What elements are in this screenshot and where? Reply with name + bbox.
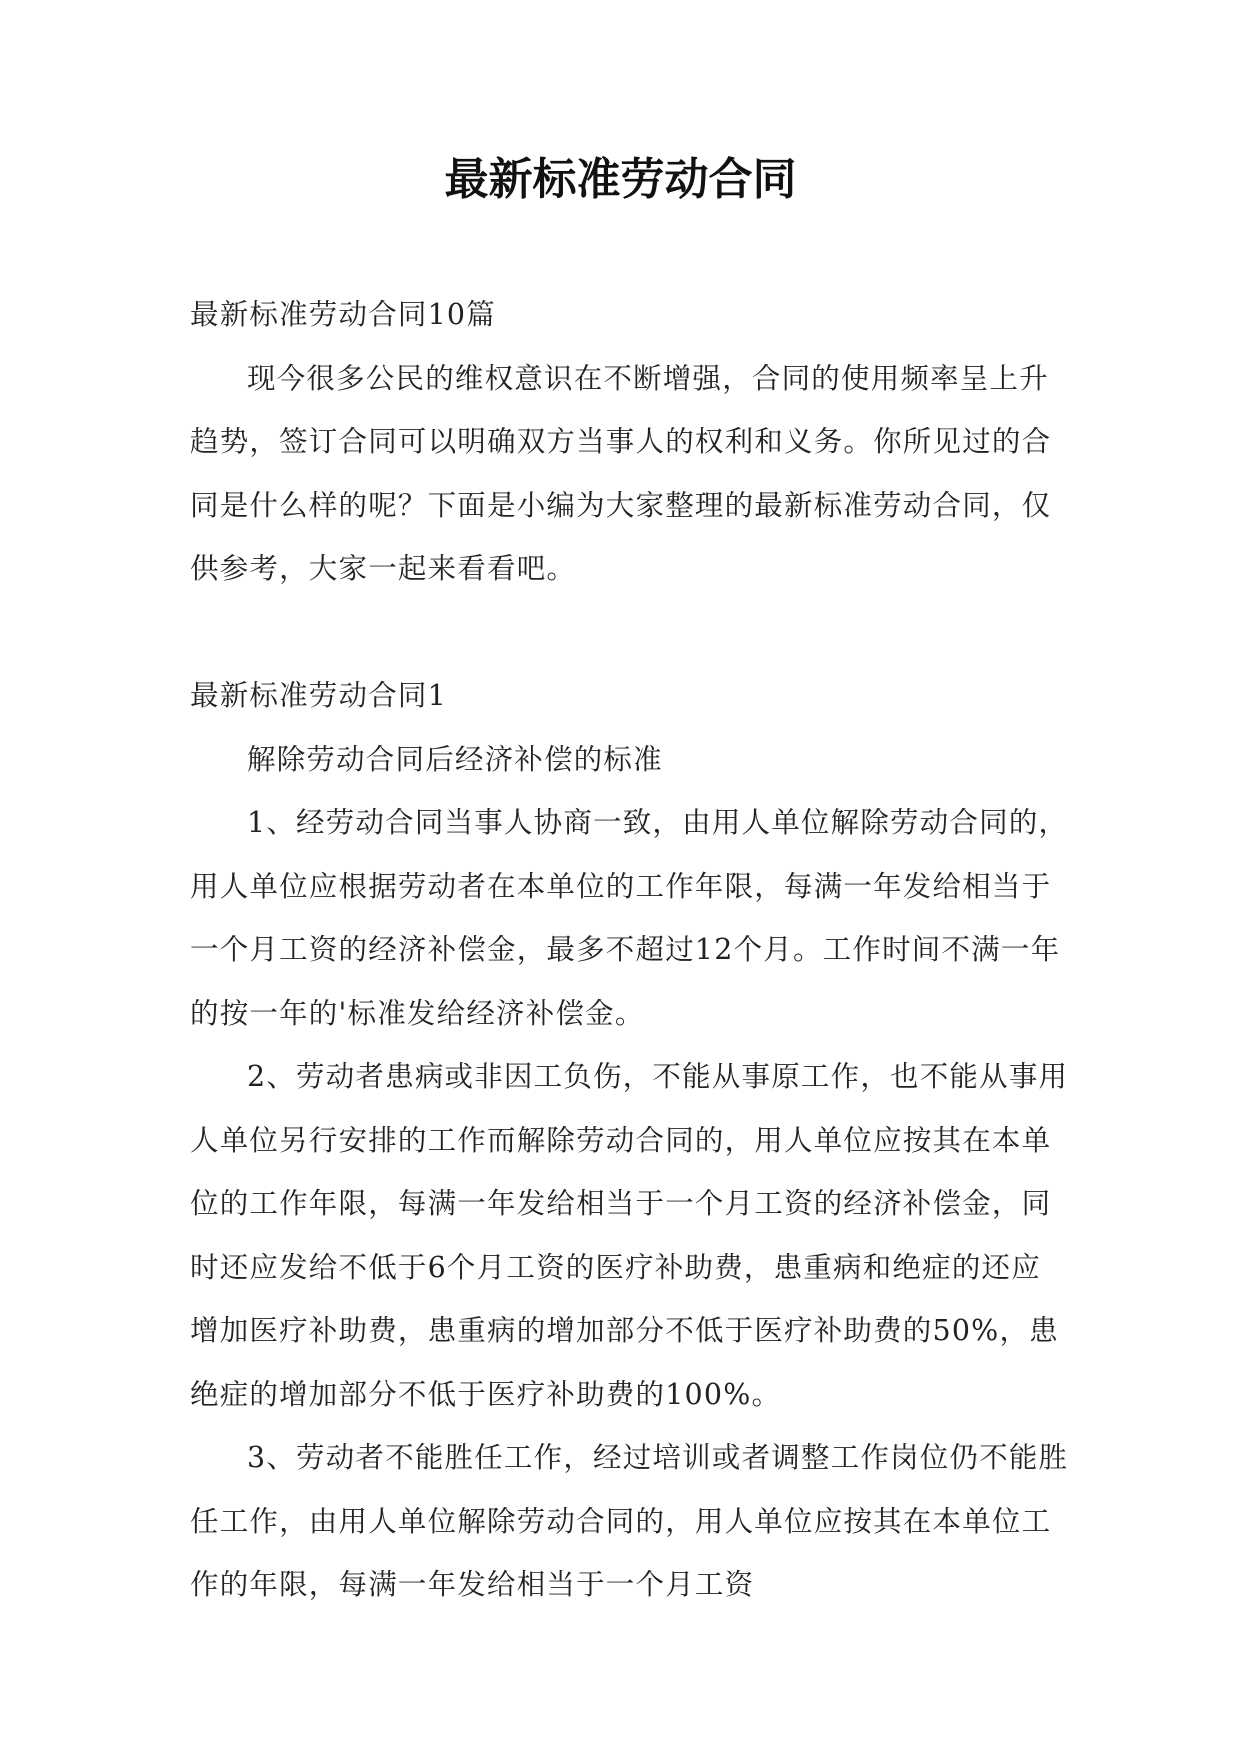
clause-paragraph-3: 3、劳动者不能胜任工作，经过培训或者调整工作岗位仍不能胜任工作，由用人单位解除劳动合同的，用人单位应按其在本单位工作的年限，每满一年发给相当于一个月工资 [190,1441,1069,1601]
section-heading: 最新标准劳动合同1 [190,679,447,712]
clause-paragraph-2: 2、劳动者患病或非因工负伤，不能从事原工作，也不能从事用人单位另行安排的工作而解除劳动合同的，用人单位应按其在本单位的工作年限，每满一年发给相当于一个月工资的经济补偿金，同时还应发给不低于6个月工资的医疗补助费，患重病和绝症的还应增加医疗补助费，患重病的增加部分不低于医疗补助费的50%，患绝症的增加部分不低于医疗补助费的100%。 [190,1060,1069,1411]
intro-paragraph: 现今很多公民的维权意识在不断增强，合同的使用频率呈上升趋势，签订合同可以明确双方当事人的权利和义务。你所见过的合同是什么样的呢？下面是小编为大家整理的最新标准劳动合同，仅供参考，大家一起来看看吧。 [190,361,1052,585]
paragraph-spacer [190,601,1070,665]
document-title: 最新标准劳动合同 [444,154,797,205]
section-subheading: 解除劳动合同后经济补偿的标准 [247,742,663,776]
clause-paragraph-1: 1、经劳动合同当事人协商一致，由用人单位解除劳动合同的，用人单位应根据劳动者在本单位的工作年限，每满一年发给相当于一个月工资的经济补偿金，最多不超过12个月。工作时间不满一年的按一年的'标准发给经济补偿金。 [190,806,1069,1030]
document-body [190,283,1070,1617]
document-subtitle: 最新标准劳动合同10篇 [190,298,496,331]
